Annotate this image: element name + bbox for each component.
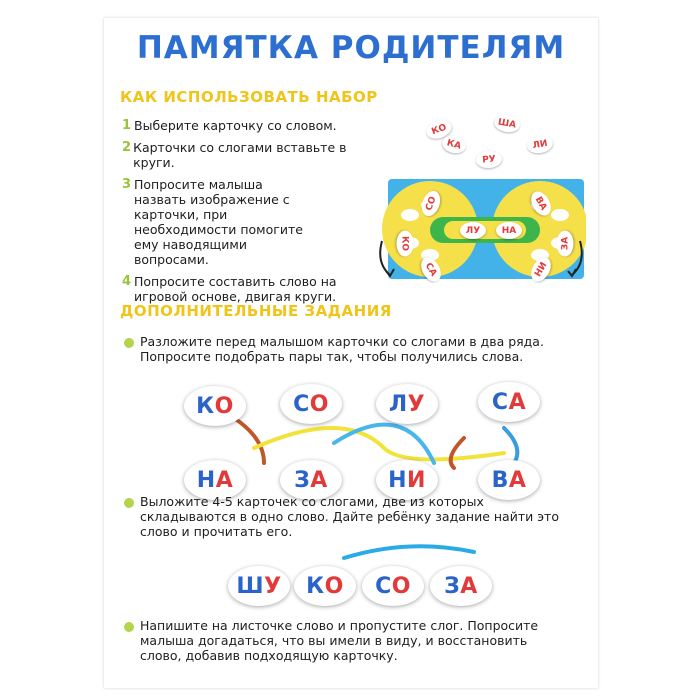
step-number: 4 [122, 274, 132, 289]
syllable-card: З А [280, 460, 342, 500]
board-wheel-chip: ЗА [557, 231, 574, 257]
board-center-chip: НА [496, 222, 522, 239]
step-number: 3 [122, 177, 132, 192]
syllable-card: Н А [184, 460, 246, 500]
steps-list [122, 118, 372, 304]
syllable-chip: ЛИ [526, 134, 555, 155]
syllable-card: В А [478, 460, 540, 500]
board-wheel-chip: ВА [527, 188, 555, 219]
syllable-card: С О [362, 566, 424, 606]
syllable-card: С А [478, 382, 540, 422]
task-1-text: Разложите перед малышом карточки со слогами в два ряда. Попросите подобрать пары так, чтобы получились слова. [140, 334, 544, 364]
step-text: Карточки со слогами вставьте в круги. [133, 140, 347, 170]
board-wheel-chip: СА [417, 254, 445, 285]
step-number: 2 [122, 140, 132, 155]
bullet-icon [124, 622, 134, 632]
bullet-icon [124, 338, 134, 348]
step-item [122, 274, 372, 304]
step-text: Выберите карточку со словом. [134, 118, 337, 133]
syllable-card: С О [280, 384, 342, 424]
bullet-icon [124, 498, 134, 508]
memo-sheet [104, 18, 598, 688]
step-number: 1 [122, 118, 132, 133]
highlight-string [334, 538, 484, 568]
syllable-card: Л У [376, 384, 438, 424]
syllable-card: З А [430, 566, 492, 606]
step-text: Попросите малыша назвать изображение с карточки, при необходимости помогите ему наводящими вопросами. [134, 177, 303, 267]
syllable-card: Н И [376, 460, 438, 500]
page-title: ПАМЯТКА РОДИТЕЛЯМ [136, 30, 566, 66]
syllable-chip: ША [493, 113, 522, 134]
task-3-text: Напишите на листочке слово и пропустите слог. Попросите малыша догадаться, что вы имели в виду, и восстановить слово, добавив подходящую карточку. [140, 618, 539, 663]
step-item [122, 177, 372, 267]
step-item [122, 140, 372, 170]
task-2-text: Выложите 4-5 карточек со слогами, две из которых складываются в одно слово. Дайте ребёнку задание найти это слово и прочитать его. [140, 494, 559, 539]
step-item [122, 118, 372, 133]
step-text: Попросите составить слово на игровой основе, двигая круги. [134, 274, 337, 304]
board-center-chip: ЛУ [460, 222, 486, 239]
syllable-card: К О [294, 566, 356, 606]
game-board-illustration [374, 171, 586, 289]
board-wheel-chip: КО [397, 231, 414, 257]
section-heading-extra-tasks: ДОПОЛНИТЕЛЬНЫЕ ЗАДАНИЯ [120, 302, 392, 320]
syllable-card: К О [184, 386, 246, 426]
section-heading-how-to-use: КАК ИСПОЛЬЗОВАТЬ НАБОР [120, 88, 378, 106]
syllable-card: Ш У [228, 566, 290, 606]
syllable-chip: КО [424, 117, 454, 142]
board-wheel-chip: НИ [527, 254, 555, 285]
board-wheel-chip: СО [419, 188, 444, 218]
syllable-chip: КА [440, 133, 468, 156]
syllable-chip: РУ [475, 150, 502, 169]
